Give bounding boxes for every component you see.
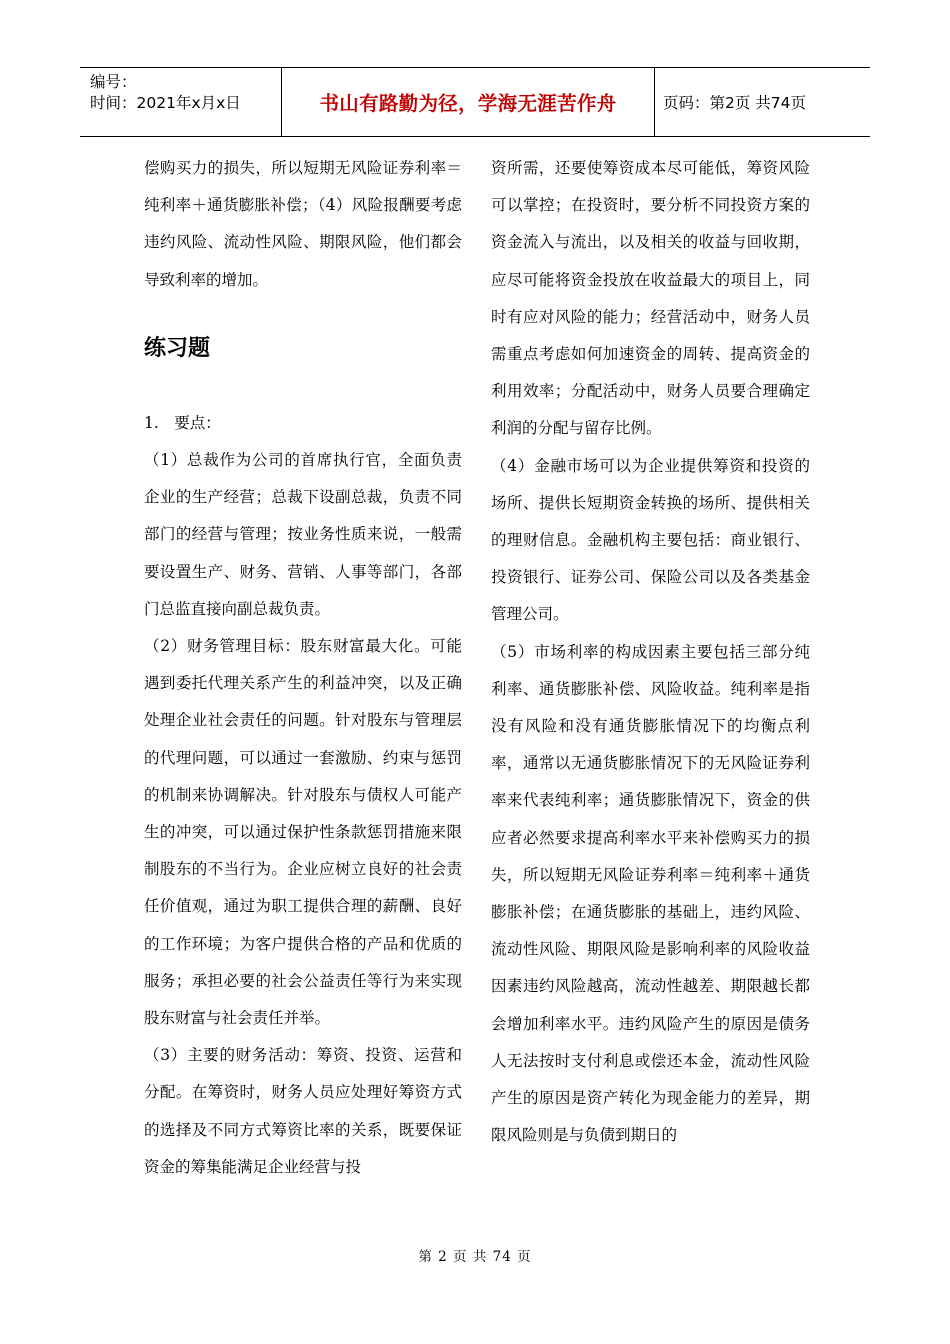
document-date-label: 时间：2021年x月x日 [90, 94, 241, 112]
item-label: 1. 要点： [144, 413, 221, 432]
page-footer: 第 2 页 共 74 页 [418, 1249, 532, 1265]
paragraph-4: （4）金融市场可以为企业提供筹资和投资的场所、提供长短期资金转换的场所、提供相关的理财信息。金融机构主要包括：商业银行、投资银行、证券公司、保险公司以及各类基金管理公司。 [491, 456, 810, 624]
left-column [144, 150, 462, 1186]
intro-paragraph: 偿购买力的损失，所以短期无风险证券利率＝纯利率＋通货膨胀补偿；（4）风险报酬要考虑违约风险、流动性风险、期限风险，他们都会导致利率的增加。 [144, 159, 462, 289]
section-heading: 练习题 [144, 335, 211, 361]
header-motto: 书山有路勤为径，学海无涯苦作舟 [281, 68, 655, 136]
header-meta [80, 68, 281, 136]
page-header [80, 67, 870, 137]
paragraph-3-continued: 资所需，还要使筹资成本尽可能低，筹资风险可以掌控；在投资时，要分析不同投资方案的资金流入与流出，以及相关的收益与回收期，应尽可能将资金投放在收益最大的项目上，同时有应对风险的能力；经营活动中，财务人员需重点考虑如何加速资金的周转、提高资金的利用效率；分配活动中，财务人员要合理确定利润的分配与留存比例。 [491, 159, 810, 438]
paragraph-5: （5）市场利率的构成因素主要包括三部分纯利率、通货膨胀补偿、风险收益。纯利率是指没有风险和没有通货膨胀情况下的均衡点利率，通常以无通货膨胀情况下的无风险证券利率来代表纯利率；通货膨胀情况下，资金的供应者必然要求提高利率水平来补偿购买力的损失，所以短期无风险证券利率＝纯利率＋通货膨胀补偿；在通货膨胀的基础上，违约风险、流动性风险、期限风险是影响利率的风险收益因素违约风险越高，流动性越差、期限越长都会增加利率水平。违约风险产生的原因是债务人无法按时支付利息或偿还本金，流动性风险产生的原因是资产转化为现金能力的差异，期限风险则是与负债到期日的 [491, 642, 810, 1145]
paragraph-1: （1）总裁作为公司的首席执行官，全面负责企业的生产经营；总裁下设副总裁，负责不同部门的经营与管理；按业务性质来说，一般需要设置生产、财务、营销、人事等部门，各部门总监直接向副总裁负责。 [144, 451, 462, 618]
right-column [491, 150, 810, 1154]
paragraph-2: （2）财务管理目标：股东财富最大化。可能遇到委托代理关系产生的利益冲突，以及正确处理企业社会责任的问题。针对股东与管理层的代理问题，可以通过一套激励、约束与惩罚的机制来协调解决。针对股东与债权人可能产生的冲突，可以通过保护性条款惩罚措施来限制股东的不当行为。企业应树立良好的社会责任价值观，通过为职工提供合理的薪酬、良好的工作环境；为客户提供合格的产品和优质的服务；承担必要的社会公益责任等行为来实现股东财富与社会责任并举。 [144, 637, 462, 1028]
document-number-label: 编号： [90, 73, 137, 91]
header-page-label: 页码：第2页 共74页 [663, 94, 807, 112]
paragraph-3: （3）主要的财务活动：筹资、投资、运营和分配。在筹资时，财务人员应处理好筹资方式的选择及不同方式筹资比率的关系，既要保证资金的筹集能满足企业经营与投 [144, 1046, 462, 1176]
